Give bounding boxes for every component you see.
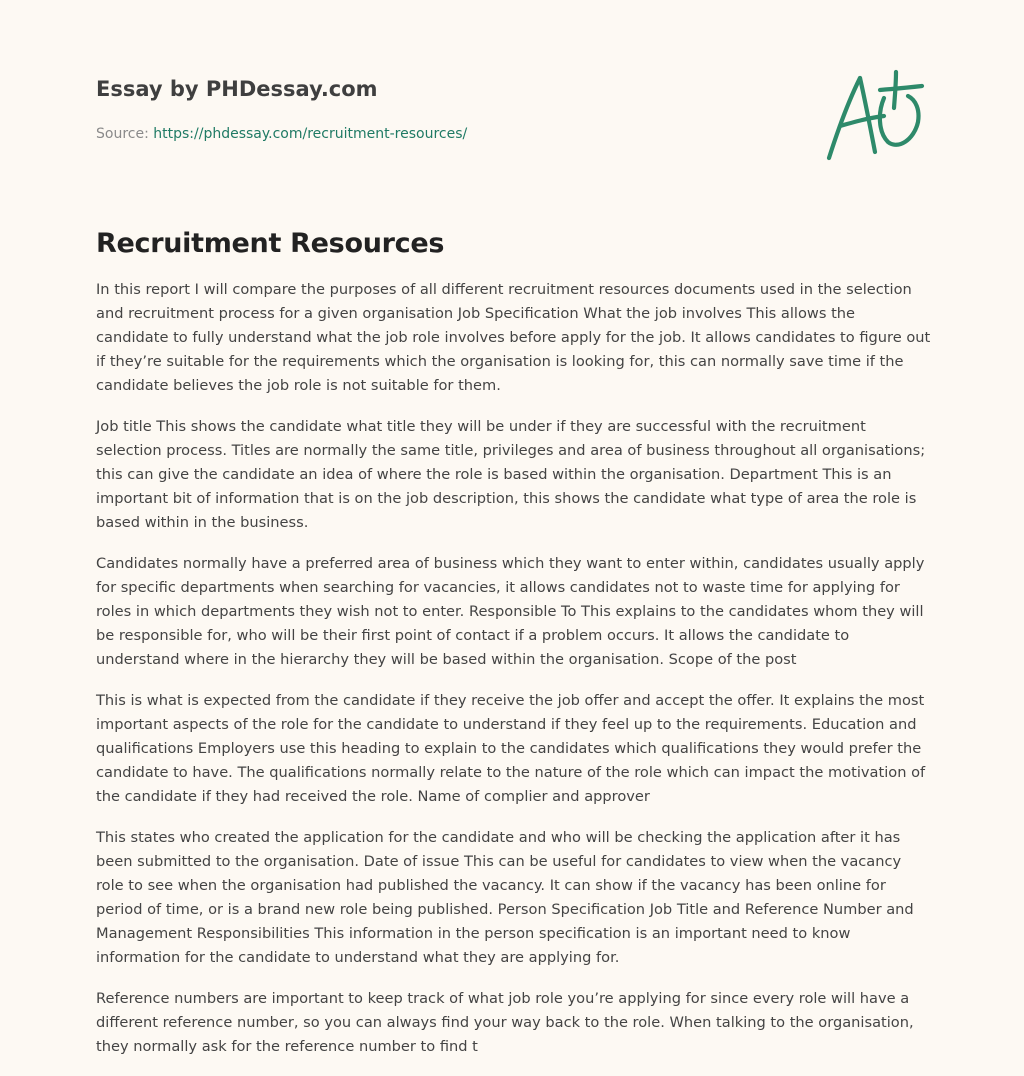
source-line (96, 124, 696, 144)
article (96, 224, 932, 1076)
article-title: Recruitment Resources (96, 228, 445, 259)
article-paragraph-6: Reference numbers are important to keep track of what job role you’re applying for since every role will have a different reference number, so you can always find your way back to the role. When talking to the organisation, they normally ask for the reference number to find t (96, 990, 914, 1055)
a-plus-logo-icon (822, 68, 930, 164)
article-paragraph-1: In this report I will compare the purposes of all different recruitment resources documents used in the selection and recruitment process for a given organisation Job Specification What the job involves This allows the candidate to fully understand what the job role involves before apply for the job. It allows candidates to figure out if they’re suitable for the requirements which the organisation is looking for, this can normally save time if the candidate believes the job role is not suitable for them. (96, 281, 931, 394)
article-paragraph-4: This is what is expected from the candidate if they receive the job offer and accept the offer. It explains the most important aspects of the role for the candidate to understand if they feel up to the requirements. Education and qualifications Employers use this heading to explain to the candidates which qualifications they would prefer the candidate to have. The qualifications normally relate to the nature of the role which can impact the motivation of the candidate if they had received the role. Name of complier and approver (96, 692, 926, 805)
article-paragraph-5: This states who created the application for the candidate and who will be checking the application after it has been submitted to the organisation. Date of issue This can be useful for candidates to view when the vacancy role to see when the organisation had published the vacancy. It can show if the vacancy has been online for period of time, or is a brand new role being published. Person Specification Job Title and Reference Number and Management Responsibilities This information in the person specification is an important need to know information for the candidate to understand what they are applying for. (96, 829, 914, 966)
article-paragraph-2: Job title This shows the candidate what title they will be under if they are successful with the recruitment selection process. Titles are normally the same title, privileges and area of business throughout all organisations; this can give the candidate an idea of where the role is based within the organisation. Department This is an important bit of information that is on the job description, this shows the candidate what type of area the role is based within in the business. (96, 418, 926, 531)
source-link[interactable]: https://phdessay.com/recruitment-resources/ (153, 126, 468, 142)
article-paragraph-3: Candidates normally have a preferred area of business which they want to enter within, candidates usually apply for specific departments when searching for vacancies, it allows candidates not to waste time for applying for roles in which departments they wish not to enter. Responsible To This explains to the candidates whom they will be responsible for, who will be their first point of contact if a problem occurs. It allows the candidate to understand where in the hierarchy they will be based within the organisation. Scope of the post (96, 555, 925, 668)
source-label: Source: (96, 126, 149, 142)
page-header (96, 74, 696, 144)
site-title: Essay by PHDessay.com (96, 77, 378, 101)
